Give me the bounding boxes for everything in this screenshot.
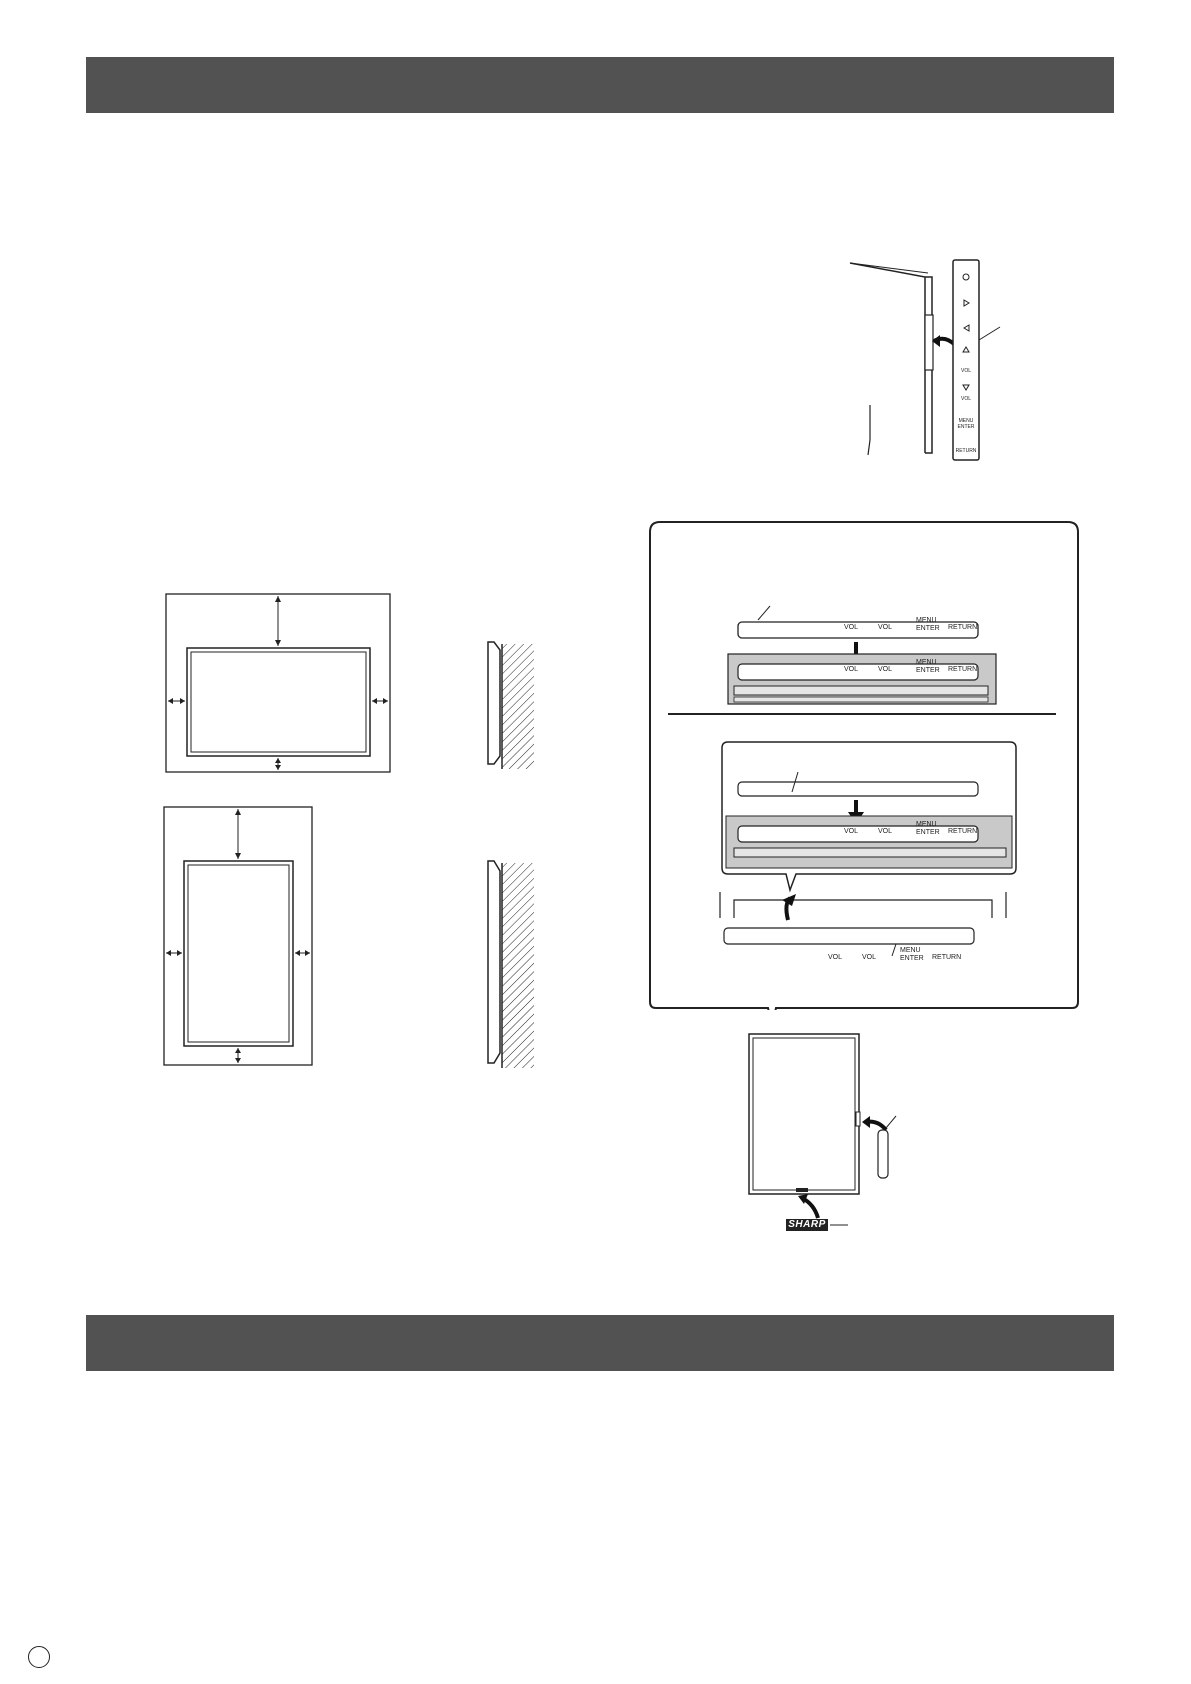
enter-label: ENTER	[957, 424, 975, 430]
return-label: RETURN	[932, 954, 962, 961]
menu-label: MENU	[916, 659, 937, 666]
landscape-clearance-diagram	[160, 590, 400, 780]
landscape-panel-labels	[840, 659, 980, 678]
menu-label: MENU	[958, 418, 974, 424]
vol-down-label: VOL	[878, 624, 893, 631]
enter-label: ENTER	[900, 955, 924, 962]
enter-label: ENTER	[916, 667, 940, 674]
return-label: RETURN	[948, 624, 978, 631]
vol-down-label: VOL	[862, 954, 877, 961]
menu-label: MENU	[916, 617, 937, 624]
section-footer-band	[86, 1315, 1114, 1371]
return-label: RETURN	[948, 828, 978, 835]
return-label: RETURN	[955, 448, 977, 454]
bottom-strip-labels	[824, 947, 964, 966]
vol-label: VOL	[960, 396, 971, 402]
menu-label: MENU	[916, 821, 937, 828]
vol-down-label: VOL	[878, 828, 893, 835]
landscape-strip-labels	[840, 617, 980, 636]
portrait-clearance-diagram	[160, 805, 320, 1070]
enter-label: ENTER	[916, 829, 940, 836]
enter-label: ENTER	[916, 625, 940, 632]
brand-logo: SHARP	[786, 1219, 828, 1231]
vol-down-label: VOL	[878, 666, 893, 673]
vol-up-label: VOL	[844, 624, 859, 631]
portrait-wall-side-view	[470, 857, 540, 1072]
vol-label: VOL	[960, 368, 971, 374]
portrait-monitor-front-view	[740, 1030, 920, 1240]
portrait-panel-labels	[840, 821, 980, 840]
section-header-band	[86, 57, 1114, 113]
vol-up-label: VOL	[844, 828, 859, 835]
vol-up-label: VOL	[828, 954, 843, 961]
menu-label: MENU	[900, 947, 921, 954]
side-panel-labels	[953, 368, 979, 454]
page-number-circle	[28, 1646, 50, 1668]
return-label: RETURN	[948, 666, 978, 673]
landscape-wall-side-view	[470, 638, 540, 773]
side-control-illustration	[840, 255, 1010, 465]
vol-up-label: VOL	[844, 666, 859, 673]
callout-panel	[648, 520, 1080, 1010]
